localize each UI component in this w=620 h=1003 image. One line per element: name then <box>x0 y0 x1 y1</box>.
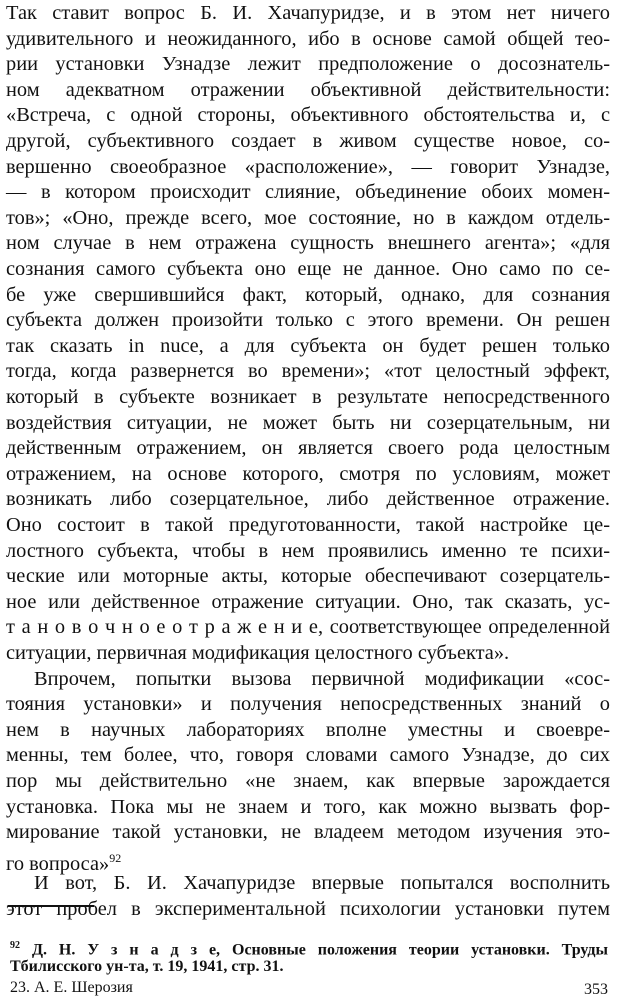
text-line: менны, тем более, что, говоря словами самого Узнадзе, до сих <box>6 744 610 767</box>
text-line: удивительного и неожиданного, ибо в основе самой общей тео- <box>6 27 610 50</box>
paragraph-start-line: И вот, Б. И. Хачапуридзе впервые попытался восполнить <box>34 872 610 895</box>
text-line: «Встреча, с одной стороны, объективного обстоятельства и, с <box>6 104 610 127</box>
text-line: Так ставит вопрос Б. И. Хачапуридзе, и в этом нет ничего <box>6 2 610 24</box>
text-line: который в субъекте возникает в результате непосредственного <box>6 386 610 408</box>
text-line: установка. Пока мы не знаем и того, как можно вызвать фор- <box>6 795 610 818</box>
text-line: этот пробел в экспериментальной психологии установки путем <box>6 898 610 920</box>
footnote-marker: 92 <box>10 940 20 951</box>
text-line: нем в научных лабораториях вполне уместны и своевре- <box>6 718 610 741</box>
footnote-reference: 92 <box>109 850 122 865</box>
text-line: Оно состоит в такой предуготованности, такой настройке це- <box>6 514 610 536</box>
text-line: ном случае в нем отражена сущность внешнего агента»; «для <box>6 232 610 255</box>
text-line: ческие или моторные акты, которые обеспечивают созерцатель- <box>6 565 610 588</box>
page-number: 353 <box>584 981 608 998</box>
text-line: воздействия ситуации, не может быть ни созерцательным, ни <box>6 411 610 434</box>
text-line: тов»; «Оно, прежде всего, мое состояние, но в каждом отдель- <box>6 206 610 229</box>
text-line: сознания самого субъекта оно еще не данное. Оно само по се- <box>6 258 610 280</box>
text-line: — в котором происходит слияние, объединение обоих момен- <box>6 181 610 204</box>
text-line: субъекта должен произойти только с этого времени. Он решен <box>6 309 610 332</box>
text-line-content: го вопроса» <box>6 852 110 875</box>
text-line: так сказать in nuce, а для субъекта он будет решен только <box>6 334 610 357</box>
text-line: пор мы действительно «не знаем, как впервые зарождается <box>6 770 610 792</box>
text-line: тогда, когда развернется во времени»; «тот целостный эффект, <box>6 360 610 383</box>
footnote-line-2: Тбилисского ун-та, т. 19, 1941, стр. 31. <box>10 958 284 975</box>
text-line: возникать либо созерцательное, либо действенное отражение. <box>6 488 610 511</box>
footnote-divider <box>8 905 94 907</box>
text-line: ном адекватном отражении объективной действительности: <box>6 78 610 101</box>
text-line: отражением, на основе которого, смотря по условиям, может <box>6 462 610 485</box>
text-line: бе уже свершившийся факт, который, однако, для сознания <box>6 283 610 306</box>
text-line: другой, субъективного создает в живом существе новое, со- <box>6 130 610 152</box>
paragraph-start-line: Впрочем, попытки вызова первичной модификации «сос- <box>34 667 610 690</box>
text-line: рии установки Узнадзе лежит предположение о досознатель- <box>6 53 610 76</box>
footnote-text: Д. Н. У з н а д з е, Основные положения теории установки. Труды <box>31 941 608 959</box>
text-line: тояния установки» и получения непосредственных знаний о <box>6 693 610 716</box>
printer-signature: 23. А. Е. Шерозия <box>10 979 133 996</box>
text-line: лостного субъекта, чтобы в нем проявились именно те психи- <box>6 539 610 562</box>
text-line: ситуации, первичная модификация целостного субъекта». <box>6 642 510 664</box>
text-line: мирование такой установки, не владеем методом изучения это- <box>6 821 610 844</box>
text-line: действенным отражением, он является своего рода целостным <box>6 437 610 460</box>
text-line: т а н о в о ч н о е о т р а ж е н и е, соответствующее определенной <box>6 616 610 639</box>
text-line: вершенно своеобразное «расположение», — говорит Узнадзе, <box>6 155 610 178</box>
text-line: ное или действенное отражение ситуации. Оно, так сказать, ус- <box>6 590 610 613</box>
